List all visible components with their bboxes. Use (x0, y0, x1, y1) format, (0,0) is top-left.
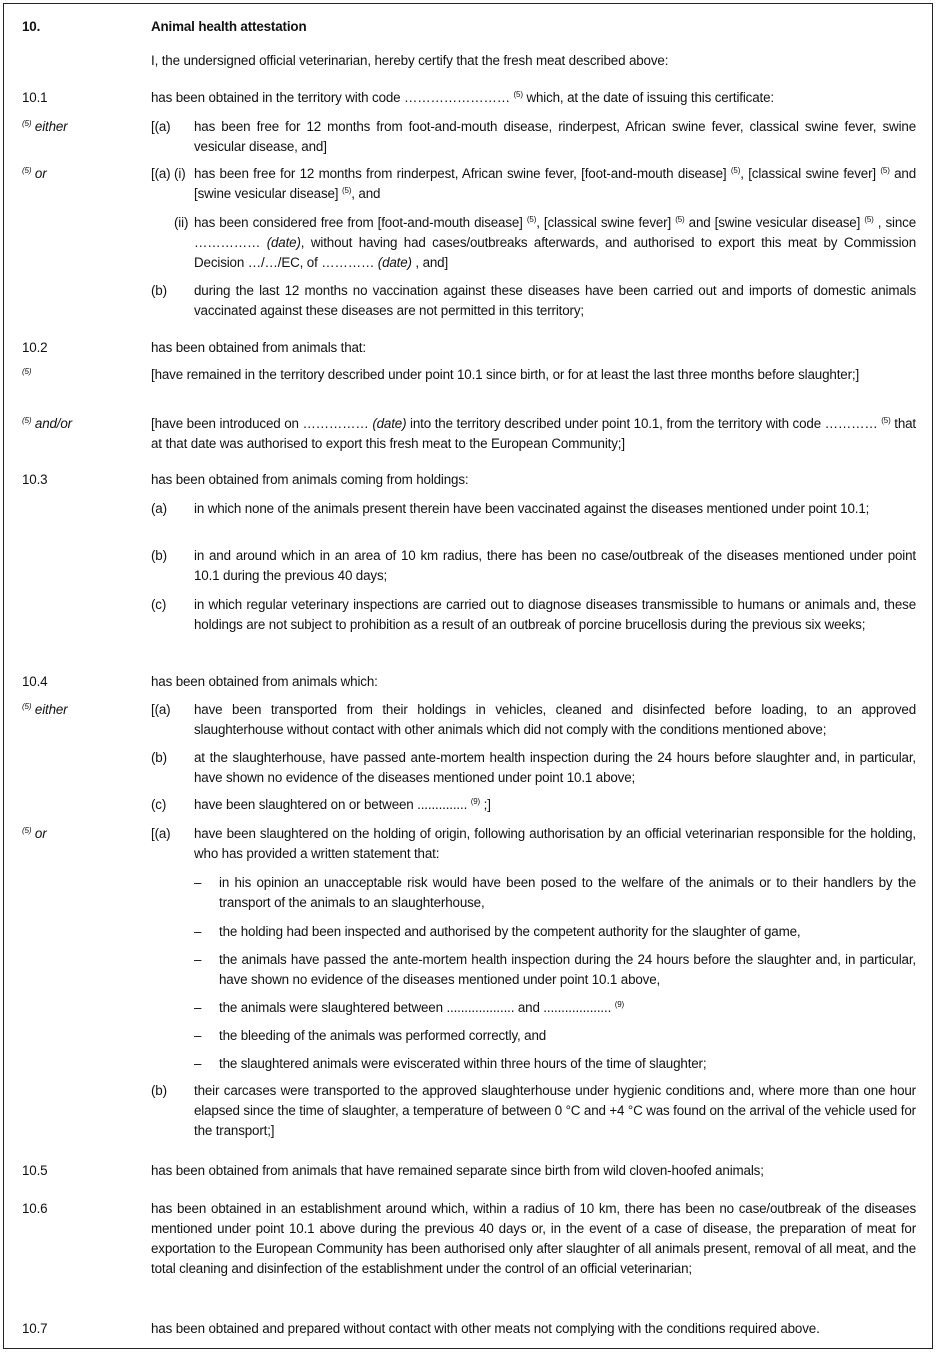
dash: – (194, 1000, 202, 1015)
option-label: $^{(5)}$ either (22, 702, 68, 717)
item-label: (b) (151, 283, 167, 298)
intro-text: I, the undersigned official veterinarian, hereby certify that the fresh meat described above: (151, 53, 669, 68)
point-text: has been obtained from animals which: (151, 674, 378, 689)
option-label: $^{(5)}$ and/or (22, 416, 72, 431)
item-text: have been slaughtered on the holding of origin, following authorisation by an official veterinarian responsible for the holding, who has provided a written statement that: (194, 826, 916, 861)
point-number: 10.2 (22, 340, 48, 355)
item-label: (c) (151, 797, 167, 812)
item-text: in which none of the animals present therein have been vaccinated against the diseases mentioned under point 10.1; (194, 501, 870, 516)
item-text: has been considered free from [foot-and-mouth disease] $^{(5)}$, [classical swine fever] $^{(5)}$ and [swine vesicular disease] $^{(5)}$ , since …………… (date), without having had cases/outbreaks afterwards, and authorised to export this meat by Commission Decision …/…/EC, of ………… (date) , and] (194, 215, 916, 270)
point-number: 10.1 (22, 90, 48, 105)
point-text: has been obtained in an establishment around which, within a radius of 10 km, there has been no case/outbreak of the diseases mentioned under point 10.1 above during the previous 40 days or, in the event of a case of disease, the preparation of meat for exportation to the European Community has been authorised only after slaughter of all animals present, removal of all meat, and the total cleaning and disinfection of the establishment under the control of an official veterinarian; (151, 1201, 916, 1276)
item-label: (ii) (174, 215, 189, 230)
point-number: 10.6 (22, 1201, 48, 1216)
item-label: [(a) (i) (151, 166, 186, 181)
option-label: $^{(5)}$ or (22, 826, 47, 841)
item-text: their carcases were transported to the approved slaughterhouse under hygienic conditions and, where more than one hour elapsed since the time of slaughter, a temperature of between 0 °C and +4 °C was found on the arrival of the vehicle used for the transport;] (194, 1083, 916, 1138)
point-text: has been obtained from animals that: (151, 340, 366, 355)
item-label: (b) (151, 1083, 167, 1098)
item-text: in and around which in an area of 10 km radius, there has been no case/outbreak of the diseases mentioned under point 10.1 during the previous 40 days; (194, 548, 916, 583)
item-label: [(a) (151, 702, 171, 717)
section-title: Animal health attestation (151, 19, 307, 34)
point-text: has been obtained in the territory with code …………………… $^{(5)}$ which, at the date of issuing this certificate: (151, 90, 774, 105)
item-text: has been free for 12 months from foot-and-mouth disease, rinderpest, African swine fever, classical swine fever, swine vesicular disease, and] (194, 119, 916, 154)
dash: – (194, 1056, 202, 1071)
list-item-text: the holding had been inspected and authorised by the competent authority for the slaughter of game, (219, 924, 801, 939)
list-item-text: the bleeding of the animals was performed correctly, and (219, 1028, 547, 1043)
dash: – (194, 952, 202, 967)
item-text: at the slaughterhouse, have passed ante-mortem health inspection during the 24 hours before slaughter and, in particular, have shown no evidence of the diseases mentioned under point 10.1 above; (194, 750, 916, 785)
option-text: [have been introduced on …………… (date) into the territory described under point 10.1, from the territory with code ………… $^{(5)}$ that at that date was authorised to export this fresh meat to the European Community;] (151, 416, 916, 451)
option-label: $^{(5)}$ or (22, 166, 47, 181)
point-number: 10.5 (22, 1163, 48, 1178)
item-label: (a) (151, 501, 167, 516)
item-label: [(a) (151, 119, 171, 134)
dash: – (194, 924, 202, 939)
list-item-text: the animals were slaughtered between ................... and ................... $^{(9)}$ (219, 1000, 625, 1015)
point-text: has been obtained from animals that have remained separate since birth from wild cloven-hoofed animals; (151, 1163, 764, 1178)
dash: – (194, 875, 202, 890)
section-number: 10. (22, 19, 41, 34)
item-text: have been transported from their holdings in vehicles, cleaned and disinfected before loading, to an approved slaughterhouse without contact with other animals which did not comply with the conditions mentioned above; (194, 702, 916, 737)
item-text: during the last 12 months no vaccination against these diseases have been carried out and imports of domestic animals vaccinated against these diseases are not permitted in this territory; (194, 283, 916, 318)
item-label: (c) (151, 597, 167, 612)
point-number: 10.3 (22, 472, 48, 487)
list-item-text: the slaughtered animals were eviscerated within three hours of the time of slaughter; (219, 1056, 707, 1071)
point-text: has been obtained and prepared without contact with other meats not complying with the conditions required above. (151, 1321, 820, 1336)
item-label: (b) (151, 750, 167, 765)
item-text: has been free for 12 months from rinderpest, African swine fever, [foot-and-mouth disease] $^{(5)}$, [classical swine fever] $^{(5)}$ and [swine vesicular disease] $^{(5)}$, and (194, 166, 917, 201)
item-label: [(a) (151, 826, 171, 841)
option-text: [have remained in the territory described under point 10.1 since birth, or for at least the last three months before slaughter;] (151, 367, 860, 382)
list-item-text: in his opinion an unacceptable risk would have been posed to the welfare of the animals or to their handlers by the transport of the animals to an slaughterhouse, (219, 875, 916, 910)
certificate-section (3, 3, 933, 1349)
list-item-text: the animals have passed the ante-mortem health inspection during the 24 hours before the slaughter and, in particular, have shown no evidence of the diseases mentioned under point 10.1 above, (219, 952, 916, 987)
item-text: in which regular veterinary inspections are carried out to diagnose diseases transmissible to humans or animals and, these holdings are not subject to prohibition as a result of an outbreak of porcine brucellosis during the previous six weeks; (194, 597, 916, 632)
option-label: (5) (22, 367, 32, 376)
point-text: has been obtained from animals coming from holdings: (151, 472, 469, 487)
item-text: have been slaughtered on or between .............. $^{(9)}$ ;] (194, 797, 491, 812)
option-label: $^{(5)}$ either (22, 119, 68, 134)
point-number: 10.7 (22, 1321, 48, 1336)
item-label: (b) (151, 548, 167, 563)
dash: – (194, 1028, 202, 1043)
point-number: 10.4 (22, 674, 48, 689)
